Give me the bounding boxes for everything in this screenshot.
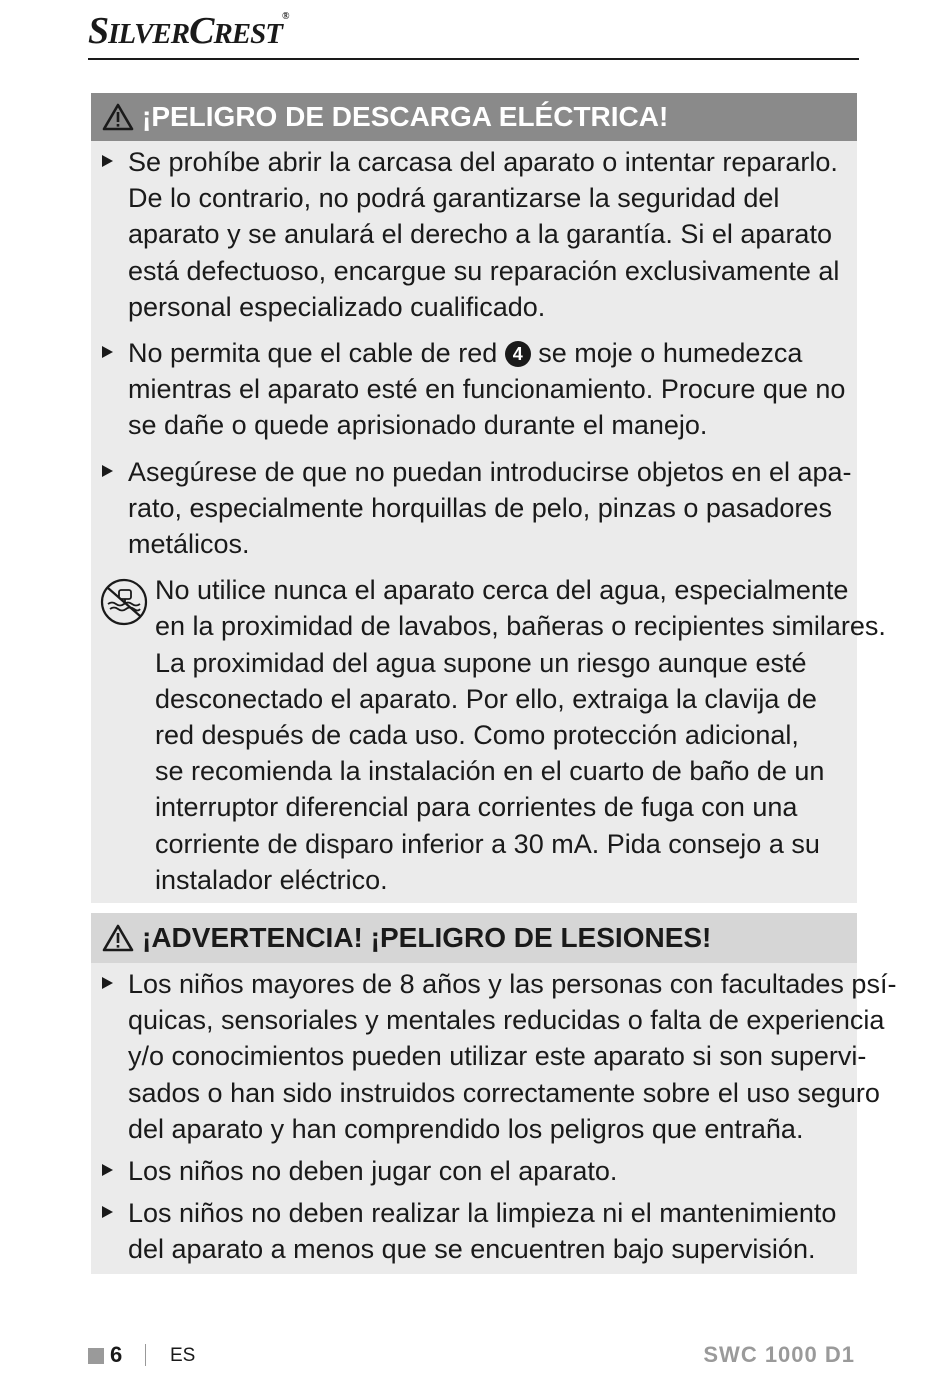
electric-shock-section [91,93,886,903]
page-marker-square [88,1348,104,1364]
no-water-bath-icon [99,578,149,626]
bullet-arrow-icon [102,465,113,477]
model-number: SWC 1000 D1 [703,1342,855,1367]
bullet-arrow-icon [102,977,113,989]
language-code: ES [170,1345,196,1366]
list-item: Los niños mayores de 8 años y las personas con facultades psí- quicas, sensoriales y mentales reducidas o falta de experiencia y/o conocimientos pueden utilizar este aparato si son supervi- sados o han sido instruidos correctamente sobre el uso seguro del aparato y han comprendido los peligros que entraña. [91,966,857,1147]
section-title-text: ¡ADVERTENCIA! ¡PELIGRO DE LESIONES! [142,922,712,953]
brand-logo: SILVERCREST® [88,10,289,52]
water-warning: No utilice nunca el aparato cerca del agua, especialmente en la proximidad de lavabos, bañeras o recipientes similares. La proximidad del agua supone un riesgo aunque esté desconectado el aparato. Por ello, extraiga la clavija de red después de cada uso. Como protección adicional, se recomienda la instalación en el cuarto de baño de un interruptor diferencial para corrientes de fuga con una corriente de disparo inferior a 30 mA. Pida consejo a su instalador eléctrico. [91,572,857,898]
reference-number-badge: 4 [505,341,531,367]
bullet-arrow-icon [102,155,113,167]
list-item: Los niños no deben realizar la limpieza ni el mantenimiento del aparato a menos que se encuentren bajo supervisión. [91,1195,857,1267]
section-title-injury [91,913,857,963]
bullet-arrow-icon [102,1206,113,1218]
section-title-text: ¡PELIGRO DE DESCARGA ELÉCTRICA! [142,101,669,132]
list-item: Se prohíbe abrir la carcasa del aparato o intentar repararlo. De lo contrario, no podrá garantizarse la seguridad del aparato y se anulará el derecho a la garantía. Si el aparato está defectuoso, encargue su reparación exclusivamente al personal especializado cualificado. [91,144,857,325]
warning-triangle-icon [102,924,134,952]
injury-warning-section [91,913,897,1274]
list-item: Asegúrese de que no puedan introducirse objetos en el apa- rato, especialmente horquillas de pelo, pinzas o pasadores metálicos. [91,454,857,563]
bullet-arrow-icon [102,346,113,358]
section-title-electric-shock [91,93,857,141]
page-footer [88,1340,859,1370]
divider [145,1344,146,1366]
warning-triangle-icon [102,103,134,131]
bullet-arrow-icon [102,1164,113,1176]
list-item: No permita que el cable de red 4 se moje o humedezca mientras el aparato esté en funcionamiento. Procure que no se dañe o quede aprisionado durante el manejo. [91,335,857,444]
page-header [88,6,859,60]
list-item: Los niños no deben jugar con el aparato. [91,1153,857,1189]
page-number: 6 [110,1342,123,1367]
